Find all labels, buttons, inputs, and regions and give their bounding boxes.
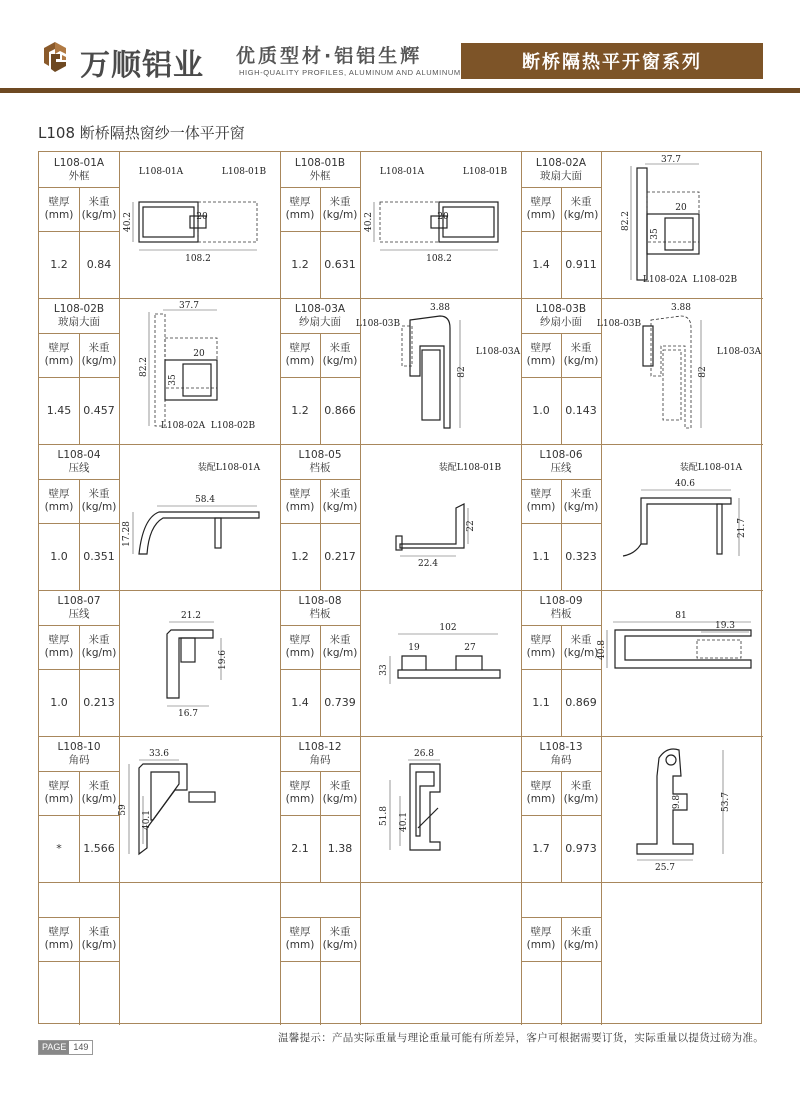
thickness-value: 1.2 [291,403,309,417]
weight-unit: (kg/m) [322,501,358,513]
weight-value: 0.143 [565,403,597,417]
product-name: 压线 [68,608,90,620]
profile-section-svg [601,444,762,590]
product-code: L108-01A [53,157,105,169]
product-table [38,151,762,1024]
thickness-value: 1.1 [532,549,550,563]
dimension-label: 40.1 [142,809,152,831]
profile-section-svg [360,736,521,882]
part-tag: L108-01A [138,167,184,177]
dimension-label: 82 [457,366,467,378]
dimension-label: 102 [439,623,457,633]
thickness-unit: (mm) [526,501,556,513]
weight-unit: (kg/m) [563,501,599,513]
product-code: L108-13 [539,741,583,753]
product-code: L108-08 [298,595,342,607]
profile-drawing [596,298,762,444]
thickness-value: 1.0 [532,403,550,417]
footer-note: 温馨提示：产品实际重量与理论重量可能有所差异，客户可根据需要订货，实际重量以提货过磅为准。 [278,1032,764,1044]
thickness-unit: (mm) [285,939,315,951]
series-banner: 断桥隔热平开窗系列 [461,43,763,79]
profile-drawing [355,298,521,444]
dimension-label: 51.8 [379,805,389,827]
thickness-value: 1.45 [46,403,72,417]
product-code: L108-07 [57,595,101,607]
thickness-value: 1.2 [291,549,309,563]
weight-label: 米重 [88,488,110,500]
thickness-label: 壁厚 [530,488,552,500]
thickness-label: 壁厚 [289,342,311,354]
thickness-label: 壁厚 [289,926,311,938]
thickness-unit: (mm) [44,939,74,951]
dimension-label: 35 [650,228,660,240]
weight-value: 0.866 [324,403,356,417]
profile-section-svg [597,590,762,736]
part-tag: L108-02A [642,275,688,285]
thickness-label: 壁厚 [48,342,70,354]
dimension-label: 3.88 [670,303,692,313]
part-tag: L108-01B [221,167,267,177]
weight-label: 米重 [570,926,592,938]
weight-label: 米重 [88,196,110,208]
dimension-label: 82 [698,366,708,378]
thickness-label: 壁厚 [289,780,311,792]
product-code: L108-02B [53,303,105,315]
dimension-label: 53.7 [721,791,731,813]
profile-drawing [601,736,762,882]
dimension-label: 33.6 [148,749,170,759]
dimension-label: 40.8 [597,639,607,661]
thickness-label: 壁厚 [530,926,552,938]
weight-value: 0.911 [565,257,597,271]
weight-unit: (kg/m) [81,793,117,805]
product-code: L108-04 [57,449,101,461]
weight-value: 0.869 [565,695,597,709]
product-name: 压线 [550,462,572,474]
weight-label: 米重 [570,196,592,208]
thickness-label: 壁厚 [48,926,70,938]
dimension-label: 40.2 [364,211,374,233]
weight-label: 米重 [570,342,592,354]
profile-drawing [360,736,521,882]
part-tag: L108-03B [596,319,642,329]
thickness-unit: (mm) [285,501,315,513]
profile-drawing [360,444,521,590]
product-code: L108-10 [57,741,101,753]
weight-label: 米重 [88,926,110,938]
thickness-value: 1.0 [50,549,68,563]
dimension-label: 37.7 [660,155,682,165]
dimension-label: 19 [408,643,420,653]
dimension-label: 108.2 [426,254,452,264]
product-code: L108-01B [294,157,346,169]
part-tag: L108-01B [462,167,508,177]
thickness-unit: (mm) [44,647,74,659]
dimension-label: 20 [675,203,687,213]
assembly-note: 装配L108-01B [438,463,502,473]
thickness-value: 1.1 [532,695,550,709]
product-name: 角码 [550,754,572,766]
thickness-unit: (mm) [44,793,74,805]
weight-unit: (kg/m) [322,209,358,221]
dimension-label: 35 [168,374,178,386]
dimension-label: 21.7 [737,517,747,539]
weight-unit: (kg/m) [81,209,117,221]
dimension-label: 40.2 [123,211,133,233]
thickness-label: 壁厚 [530,342,552,354]
weight-label: 米重 [329,926,351,938]
product-code: L108-03B [535,303,587,315]
thickness-value: 1.2 [291,257,309,271]
brand-name: 万顺铝业 [80,48,204,83]
dimension-label: 21.2 [180,611,202,621]
weight-value: 0.351 [83,549,115,563]
dimension-label: 27 [464,643,476,653]
profile-section-svg [119,298,280,444]
thickness-label: 壁厚 [48,634,70,646]
weight-unit: (kg/m) [81,939,117,951]
weight-unit: (kg/m) [563,355,599,367]
thickness-value: 1.0 [50,695,68,709]
profile-section-svg [119,152,280,298]
product-name: 外框 [309,170,331,182]
weight-unit: (kg/m) [322,793,358,805]
thickness-unit: (mm) [285,355,315,367]
weight-unit: (kg/m) [322,355,358,367]
dimension-label: 25.7 [654,863,676,873]
profile-drawing [360,152,521,298]
dimension-label: 40.1 [399,811,409,833]
weight-label: 米重 [329,342,351,354]
dimension-label: 58.4 [194,495,216,505]
brand-slogan-english: HIGH-QUALITY PROFILES, ALUMINUM AND ALUMINUM [239,68,461,77]
dimension-label: 19.3 [714,621,736,631]
part-tag: L108-01A [379,167,425,177]
thickness-unit: (mm) [285,793,315,805]
part-tag: L108-03A [716,347,762,357]
weight-value: 0.217 [324,549,356,563]
part-tag: L108-02B [210,421,256,431]
dimension-label: 40.6 [674,479,696,489]
weight-label: 米重 [329,196,351,208]
weight-value: 0.323 [565,549,597,563]
dimension-label: 59 [118,804,128,816]
dimension-label: 20 [196,212,208,222]
thickness-value: * [56,841,62,855]
product-name: 玻扇大面 [540,170,582,182]
part-tag: L108-02A [160,421,206,431]
part-tag: L108-03A [475,347,521,357]
dimension-label: 20 [437,212,449,222]
product-name: 档板 [309,608,331,620]
weight-value: 0.213 [83,695,115,709]
dimension-label: 3.88 [429,303,451,313]
weight-unit: (kg/m) [563,209,599,221]
product-name: 角码 [309,754,331,766]
page-number-tag [38,1040,93,1055]
weight-label: 米重 [329,634,351,646]
brand-slogan: 优质型材·铝铝生辉 [236,45,423,67]
thickness-unit: (mm) [285,647,315,659]
product-name: 纱扇小面 [540,316,582,328]
dimension-label: 33 [379,664,389,676]
header-divider [0,88,800,93]
thickness-unit: (mm) [526,793,556,805]
weight-label: 米重 [570,634,592,646]
profile-section-svg [360,152,521,298]
dimension-label: 22.4 [417,559,439,569]
assembly-note: 装配L108-01A [679,463,743,473]
thickness-value: 1.4 [532,257,550,271]
weight-value: 0.739 [324,695,356,709]
product-name: 外框 [68,170,90,182]
product-code: L108-02A [535,157,587,169]
dimension-label: 82.2 [621,210,631,232]
page-label: PAGE [39,1041,69,1054]
weight-unit: (kg/m) [563,647,599,659]
profile-section-svg [355,298,521,444]
thickness-value: 1.7 [532,841,550,855]
dimension-label: 9.8 [672,794,682,810]
product-code: L108-06 [539,449,583,461]
weight-unit: (kg/m) [81,647,117,659]
weight-value: 1.566 [83,841,115,855]
dimension-label: 81 [675,611,687,621]
thickness-label: 壁厚 [530,780,552,792]
profile-drawing [360,590,521,736]
thickness-unit: (mm) [526,647,556,659]
thickness-label: 壁厚 [289,634,311,646]
brand-logo-icon [38,40,72,74]
dimension-label: 17.28 [122,521,132,547]
dimension-label: 37.7 [178,301,200,311]
dimension-label: 82.2 [139,356,149,378]
profile-drawing [119,298,280,444]
thickness-label: 壁厚 [48,488,70,500]
weight-unit: (kg/m) [81,501,117,513]
part-tag: L108-03B [355,319,401,329]
weight-value: 1.38 [327,841,353,855]
thickness-value: 1.4 [291,695,309,709]
product-code: L108-05 [298,449,342,461]
profile-section-svg [119,444,280,590]
weight-label: 米重 [88,634,110,646]
product-name: 玻扇大面 [58,316,100,328]
product-name: 角码 [68,754,90,766]
product-name: 压线 [68,462,90,474]
thickness-unit: (mm) [44,209,74,221]
profile-section-svg [119,590,280,736]
product-code: L108-03A [294,303,346,315]
dimension-label: 108.2 [185,254,211,264]
section-title: L108 断桥隔热窗纱一体平开窗 [38,124,245,142]
product-name: 档板 [309,462,331,474]
dimension-label: 16.7 [177,709,199,719]
product-code: L108-12 [298,741,342,753]
weight-value: 0.457 [83,403,115,417]
profile-section-svg [360,590,521,736]
thickness-label: 壁厚 [48,196,70,208]
profile-drawing [601,152,762,298]
weight-value: 0.84 [86,257,112,271]
thickness-value: 2.1 [291,841,309,855]
profile-section-svg [601,736,762,882]
weight-unit: (kg/m) [563,793,599,805]
weight-unit: (kg/m) [81,355,117,367]
profile-section-svg [596,298,762,444]
profile-drawing [119,736,280,882]
dimension-label: 20 [193,349,205,359]
product-code: L108-09 [539,595,583,607]
thickness-unit: (mm) [44,355,74,367]
product-name: 档板 [550,608,572,620]
part-tag: L108-02B [692,275,738,285]
thickness-unit: (mm) [526,209,556,221]
weight-label: 米重 [88,342,110,354]
dimension-label: 19.6 [218,649,228,671]
page-number: 149 [73,1042,89,1052]
thickness-label: 壁厚 [530,196,552,208]
thickness-label: 壁厚 [530,634,552,646]
page-header [0,0,800,96]
product-name: 纱扇大面 [299,316,341,328]
profile-section-svg [601,152,762,298]
weight-unit: (kg/m) [322,647,358,659]
weight-label: 米重 [88,780,110,792]
assembly-note: 装配L108-01A [197,463,261,473]
profile-drawing [119,152,280,298]
weight-label: 米重 [329,488,351,500]
weight-label: 米重 [570,488,592,500]
weight-unit: (kg/m) [563,939,599,951]
weight-value: 0.631 [324,257,356,271]
profile-section-svg [360,444,521,590]
thickness-label: 壁厚 [289,488,311,500]
profile-drawing [119,444,280,590]
profile-drawing [597,590,762,736]
weight-value: 0.973 [565,841,597,855]
thickness-unit: (mm) [44,501,74,513]
thickness-label: 壁厚 [289,196,311,208]
weight-label: 米重 [570,780,592,792]
profile-section-svg [119,736,280,882]
weight-label: 米重 [329,780,351,792]
thickness-label: 壁厚 [48,780,70,792]
thickness-unit: (mm) [526,939,556,951]
profile-drawing [119,590,280,736]
weight-unit: (kg/m) [322,939,358,951]
thickness-unit: (mm) [526,355,556,367]
thickness-unit: (mm) [285,209,315,221]
thickness-value: 1.2 [50,257,68,271]
profile-drawing [601,444,762,590]
dimension-label: 22 [466,520,476,532]
dimension-label: 26.8 [413,749,435,759]
